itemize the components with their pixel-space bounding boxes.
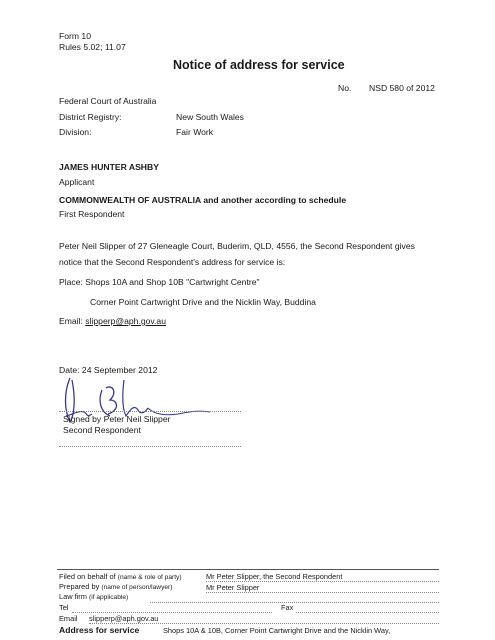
prepared-by-row [59, 582, 172, 591]
rules-reference: Rules 5.02; 11.07 [59, 42, 126, 52]
first-respondent-name: COMMONWEALTH OF AUSTRALIA and another according to schedule [59, 195, 347, 205]
notice-paragraph-line-1: Peter Neil Slipper of 27 Gleneagle Court, Buderim, QLD, 4556, the Second Respondent gives [59, 241, 415, 251]
signer-role: Second Respondent [63, 425, 141, 435]
prepared-value: Mr Peter Slipper [206, 583, 260, 592]
date-line: Date: 24 September 2012 [59, 365, 158, 375]
law-firm-row [59, 592, 128, 601]
signature-line [59, 411, 241, 412]
case-number-value: NSD 580 of 2012 [369, 83, 435, 93]
applicant-name: JAMES HUNTER ASHBY [59, 162, 159, 172]
email-line [59, 316, 166, 326]
filed-on-behalf-row [59, 572, 182, 581]
address-for-service-label: Address for service [59, 625, 140, 635]
prepared-hint: (name of person/lawyer) [101, 584, 173, 591]
form-number: Form 10 [59, 31, 91, 41]
case-number-label: No. [338, 83, 352, 93]
signature-underline [59, 446, 241, 447]
footer-email-value[interactable]: slipperp@aph.gov.au [89, 614, 159, 623]
place-line-2: Corner Point Cartwright Drive and the Nicklin Way, Buddina [90, 297, 316, 307]
tel-label: Tel [59, 603, 69, 612]
applicant-role: Applicant [59, 177, 95, 187]
fax-label: Fax [281, 603, 294, 612]
fax-underline [296, 612, 439, 613]
prepared-label: Prepared by [59, 582, 100, 591]
place-line-1: Place: Shops 10A and Shop 10B "Cartwright Centre" [59, 277, 260, 287]
lawfirm-label: Law firm [59, 592, 87, 601]
footer-top-rule [57, 569, 439, 570]
division-value: Fair Work [176, 127, 214, 137]
email-link[interactable]: slipperp@aph.gov.au [85, 316, 166, 326]
footer-email-label: Email [59, 614, 78, 623]
first-respondent-role: First Respondent [59, 209, 125, 219]
tel-underline [72, 612, 272, 613]
filed-hint: (name & role of party) [117, 574, 182, 581]
lawfirm-underline [150, 602, 439, 603]
registry-value: New South Wales [176, 112, 244, 122]
filed-underline [206, 581, 439, 582]
division-label: Division: [59, 127, 92, 137]
page-title: Notice of address for service [173, 58, 345, 72]
footer-email-underline [89, 623, 439, 624]
prepared-underline [206, 592, 439, 593]
registry-label: District Registry: [59, 112, 122, 122]
lawfirm-hint: (if applicable) [89, 594, 129, 601]
filed-label: Filed on behalf of [59, 572, 116, 581]
filed-value: Mr Peter Slipper, the Second Respondent [206, 572, 343, 581]
email-label: Email: [59, 316, 83, 326]
signed-by: Signed by Peter Neil Slipper [63, 414, 171, 424]
notice-paragraph-line-2: notice that the Second Respondent's address for service is: [59, 257, 286, 267]
address-for-service-value: Shops 10A & 10B, Corner Point Cartwright Drive and the Nicklin Way, [163, 626, 391, 635]
court-name: Federal Court of Australia [59, 96, 157, 106]
